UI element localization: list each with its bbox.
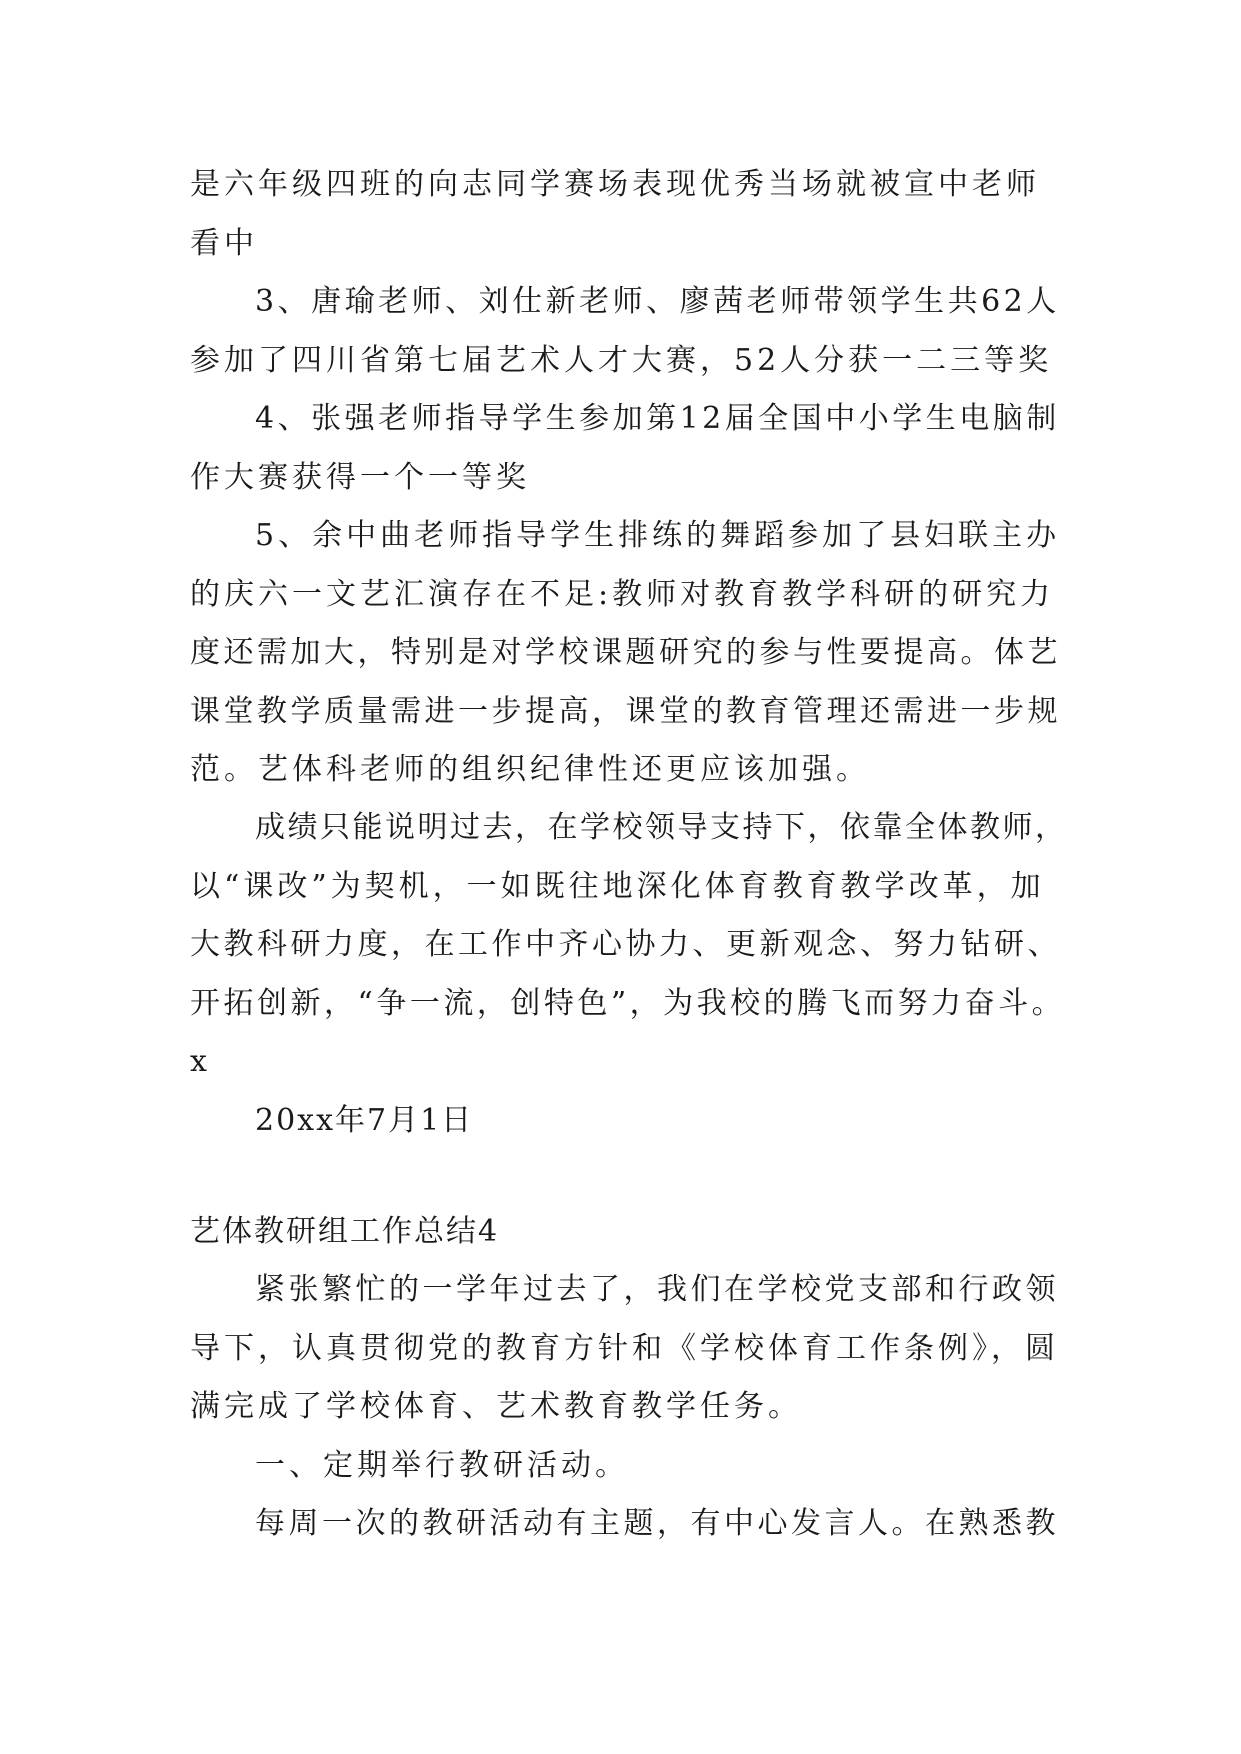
paragraph-line: 紧张繁忙的一学年过去了，我们在学校党支部和行政领	[255, 1272, 1059, 1307]
paragraph-line: 是六年级四班的向志同学赛场表现优秀当场就被宣中老师	[190, 167, 1040, 202]
paragraph-line: x	[190, 1044, 211, 1079]
paragraph-line: 的庆六一文艺汇演存在不足:教师对教育教学科研的研究力	[190, 577, 1055, 612]
paragraph-line: 范。艺体科老师的组织纪律性还更应该加强。	[190, 752, 870, 787]
paragraph-line: 作大赛获得一个一等奖	[190, 460, 530, 495]
paragraph-line: 成绩只能说明过去，在学校领导支持下，依靠全体教师，	[255, 810, 1068, 845]
paragraph-line: 大教科研力度，在工作中齐心协力、更新观念、努力钻研、	[190, 927, 1061, 962]
section-title: 艺体教研组工作总结4	[190, 1214, 500, 1249]
paragraph-line: 每周一次的教研活动有主题，有中心发言人。在熟悉教	[255, 1506, 1059, 1541]
paragraph-line: 看中	[190, 226, 258, 261]
paragraph-line: 满完成了学校体育、艺术教育教学任务。	[190, 1389, 802, 1424]
date-line: 20xx年7月1日	[255, 1103, 474, 1138]
paragraph-line: 度还需加大，特别是对学校课题研究的参与性要提高。体艺	[190, 635, 1061, 670]
paragraph-line: 参加了四川省第七届艺术人才大赛，52人分获一二三等奖	[190, 343, 1053, 378]
paragraph-line: 3、唐瑜老师、刘仕新老师、廖茜老师带领学生共62人	[255, 284, 1060, 319]
paragraph-line: 课堂教学质量需进一步提高，课堂的教育管理还需进一步规	[190, 694, 1061, 729]
paragraph-line: 5、余中曲老师指导学生排练的舞蹈参加了县妇联主办	[255, 518, 1061, 553]
paragraph-line: 以“课改”为契机，一如既往地深化体育教育教学改革，加	[190, 869, 1045, 904]
paragraph-line: 4、张强老师指导学生参加第12届全国中小学生电脑制	[255, 401, 1060, 436]
paragraph-line: 导下，认真贯彻党的教育方针和《学校体育工作条例》，圆	[190, 1331, 1059, 1366]
paragraph-line: 开拓创新，“争一流，创特色”，为我校的腾飞而努力奋斗。	[190, 986, 1066, 1021]
paragraph-line: 一、定期举行教研活动。	[255, 1448, 629, 1483]
